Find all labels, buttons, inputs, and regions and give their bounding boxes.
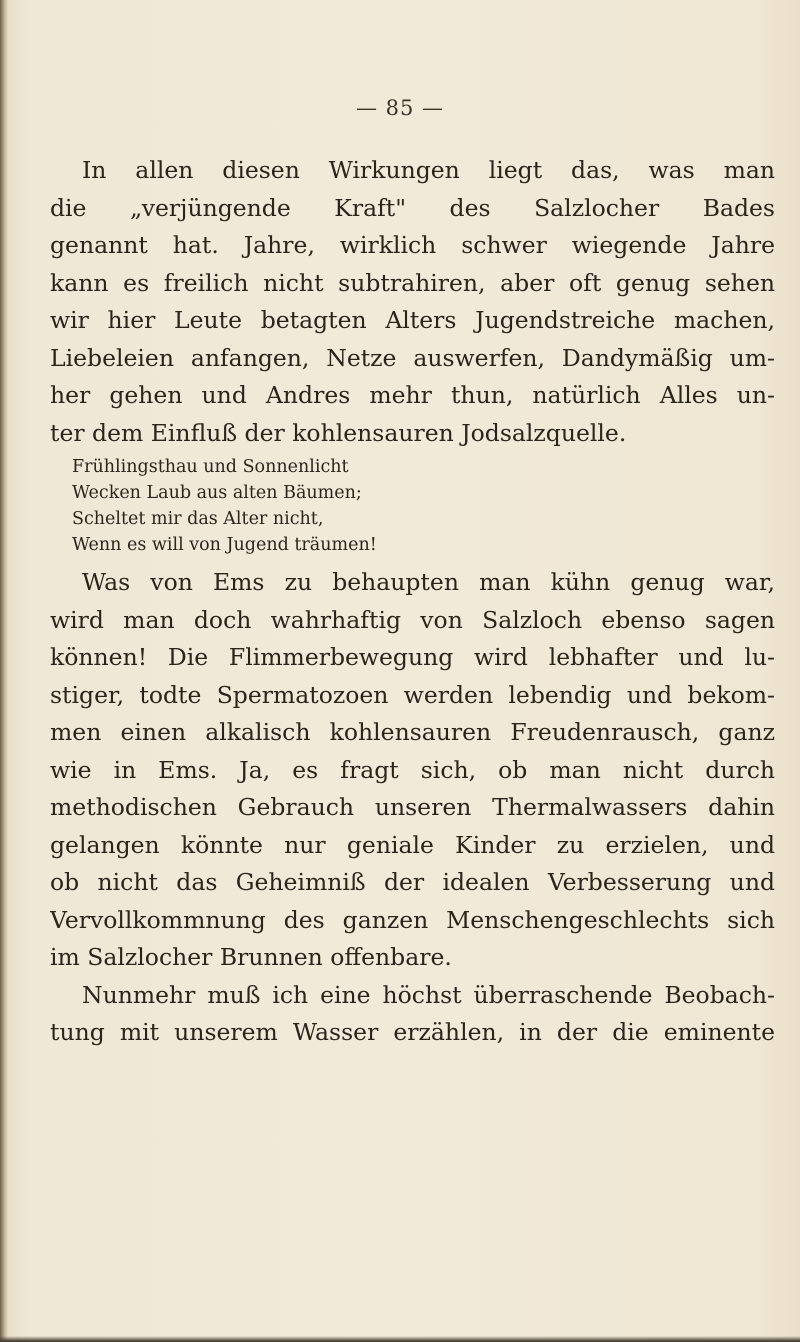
text-line: tung mit unserem Wasser erzählen, in der die eminente [50,1018,775,1046]
text-line: die „verjüngende Kraft" des Salzlocher Bades [50,193,775,222]
body-text [50,152,775,1052]
text-line: Nunmehr muß ich eine höchst überraschende Beobach- [82,980,775,1009]
verse-line: Wenn es will von Jugend träumen! [72,535,377,555]
verse-line: Scheltet mir das Alter nicht, [72,509,324,529]
text-line: Liebeleien anfangen, Netze auswerfen, Dandymäßig um- [50,343,775,372]
text-line: stiger, todte Spermatozoen werden lebendig und bekom- [50,680,775,709]
verse-line: Frühlingsthau und Sonnenlicht [72,457,349,477]
text-line: wir hier Leute betagten Alters Jugendstreiche machen, [50,306,775,334]
text-line: Vervollkommnung des ganzen Menschengeschlechts sich [50,905,775,934]
page-bottom-edge [0,1336,800,1342]
text-line: wird man doch wahrhaftig von Salzloch ebenso sagen [50,605,775,634]
text-line: men einen alkalisch kohlensauren Freudenrausch, ganz [50,718,775,746]
text-line: wie in Ems. Ja, es fragt sich, ob man nicht durch [50,755,775,784]
binding-shadow [0,0,8,1342]
text-line: In allen diesen Wirkungen liegt das, was man [82,156,775,184]
page-number: — 85 — [355,96,445,120]
text-line: im Salzlocher Brunnen offenbare. [50,943,452,971]
text-line: methodischen Gebrauch unseren Thermalwassers dahin [50,793,775,821]
text-line: kann es freilich nicht subtrahiren, aber oft genug sehen [50,268,775,297]
text-line: Was von Ems zu behaupten man kühn genug war, [82,568,775,596]
text-line: ter dem Einfluß der kohlensauren Jodsalzquelle. [50,418,627,447]
text-line: her gehen und Andres mehr thun, natürlich Alles un- [50,381,775,409]
text-line: können! Die Flimmerbewegung wird lebhafter und lu- [50,643,775,671]
text-line: genannt hat. Jahre, wirklich schwer wiegende Jahre [50,231,775,259]
text-line: ob nicht das Geheimniß der idealen Verbesserung und [50,868,775,896]
text-line: gelangen könnte nur geniale Kinder zu erzielen, und [50,830,775,859]
verse-line: Wecken Laub aus alten Bäumen; [72,483,362,503]
